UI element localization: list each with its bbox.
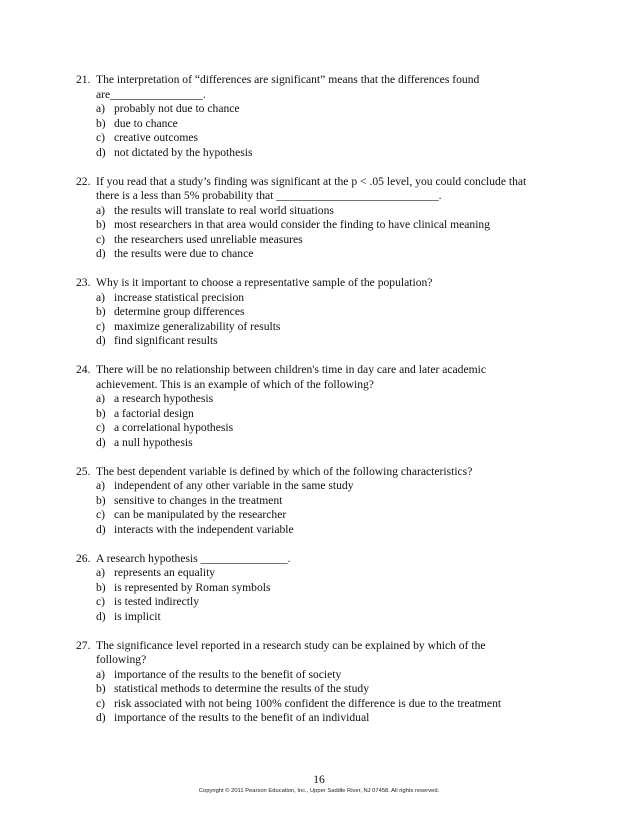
question-stem-continued: achievement. This is an example of which of the following? xyxy=(96,377,374,391)
option-text: increase statistical precision xyxy=(114,290,245,304)
option-letter: c) xyxy=(96,131,106,144)
answer-option xyxy=(96,697,566,712)
answer-options xyxy=(76,291,566,349)
answer-option xyxy=(96,581,566,596)
question-item xyxy=(76,465,566,538)
answer-options xyxy=(76,392,566,450)
question-stem xyxy=(76,465,566,480)
question-stem xyxy=(76,276,566,291)
question-stem-text: A research hypothesis _______________. xyxy=(96,551,291,565)
question-stem-text: The significance level reported in a research study can be explained by which of the xyxy=(96,638,486,652)
question-number: 24. xyxy=(76,363,91,376)
option-text: determine group differences xyxy=(114,305,245,318)
option-text: creative outcomes xyxy=(114,131,199,144)
option-letter: d) xyxy=(96,334,106,347)
answer-option xyxy=(96,508,566,523)
answer-option xyxy=(96,711,566,726)
option-letter: b) xyxy=(96,116,106,130)
answer-option xyxy=(96,523,566,538)
answer-options xyxy=(76,566,566,624)
question-stem xyxy=(76,175,566,190)
option-text: a factorial design xyxy=(114,406,194,420)
question-stem-text: There will be no relationship between children's time in day care and later academic xyxy=(96,363,486,376)
option-text: is represented by Roman symbols xyxy=(114,580,271,594)
option-text: is implicit xyxy=(114,609,161,623)
question-item xyxy=(76,175,566,262)
answer-option xyxy=(96,479,566,494)
answer-option xyxy=(96,595,566,610)
answer-option xyxy=(96,436,566,451)
option-text: represents an equality xyxy=(114,566,216,579)
option-text: maximize generalizability of results xyxy=(114,319,281,333)
option-text: risk associated with not being 100% confident the difference is due to the treatment xyxy=(114,696,502,710)
option-letter: d) xyxy=(96,522,106,536)
question-stem-text: The interpretation of “differences are significant” means that the differences found xyxy=(96,73,480,86)
question-item xyxy=(76,639,566,726)
question-number: 22. xyxy=(76,174,91,188)
answer-option xyxy=(96,247,566,262)
option-text: due to chance xyxy=(114,116,178,130)
question-stem xyxy=(76,639,566,654)
option-text: statistical methods to determine the results of the study xyxy=(114,682,370,695)
option-letter: a) xyxy=(96,479,106,492)
option-letter: b) xyxy=(96,305,106,318)
answer-option xyxy=(96,305,566,320)
option-text: sensitive to changes in the treatment xyxy=(114,493,283,507)
option-letter: c) xyxy=(96,595,106,608)
answer-option xyxy=(96,610,566,625)
answer-option xyxy=(96,421,566,436)
question-stem-text: The best dependent variable is defined by which of the following characteristics? xyxy=(96,464,473,478)
question-item xyxy=(76,276,566,349)
question-number: 25. xyxy=(76,464,91,478)
answer-option xyxy=(96,566,566,581)
option-text: interacts with the independent variable xyxy=(114,522,294,536)
option-text: the results will translate to real world situations xyxy=(114,203,334,217)
answer-option xyxy=(96,392,566,407)
option-letter: c) xyxy=(96,319,106,333)
option-letter: d) xyxy=(96,435,106,449)
option-text: importance of the results to the benefit of an individual xyxy=(114,711,370,724)
question-stem xyxy=(76,363,566,378)
option-text: independent of any other variable in the same study xyxy=(114,479,354,492)
answer-option xyxy=(96,233,566,248)
option-text: the researchers used unreliable measures xyxy=(114,232,303,246)
question-item xyxy=(76,73,566,160)
question-number: 26. xyxy=(76,551,91,565)
question-list xyxy=(76,73,566,740)
option-letter: d) xyxy=(96,145,106,159)
option-text: a null hypothesis xyxy=(114,435,193,449)
answer-options xyxy=(76,204,566,262)
option-letter: a) xyxy=(96,290,106,304)
option-text: not dictated by the hypothesis xyxy=(114,145,253,159)
option-text: a research hypothesis xyxy=(114,392,214,405)
option-letter: d) xyxy=(96,711,106,724)
option-letter: a) xyxy=(96,203,106,217)
option-text: is tested indirectly xyxy=(114,595,200,608)
option-text: can be manipulated by the researcher xyxy=(114,508,287,521)
option-letter: a) xyxy=(96,392,106,405)
option-letter: b) xyxy=(96,493,106,507)
answer-option xyxy=(96,291,566,306)
option-letter: b) xyxy=(96,580,106,594)
option-text: find significant results xyxy=(114,334,218,347)
option-letter: c) xyxy=(96,508,106,521)
option-text: importance of the results to the benefit of society xyxy=(114,667,342,681)
question-item xyxy=(76,363,566,450)
answer-option xyxy=(96,146,566,161)
option-text: probably not due to chance xyxy=(114,102,240,115)
answer-option xyxy=(96,494,566,509)
answer-options xyxy=(76,479,566,537)
answer-options xyxy=(76,668,566,726)
question-stem-continued: following? xyxy=(96,653,147,666)
option-letter: b) xyxy=(96,406,106,420)
question-number: 21. xyxy=(76,73,91,86)
option-letter: b) xyxy=(96,682,106,695)
option-letter: c) xyxy=(96,696,106,710)
answer-option xyxy=(96,320,566,335)
page-number: 16 xyxy=(313,773,325,786)
answer-option xyxy=(96,682,566,697)
answer-option xyxy=(96,204,566,219)
question-stem xyxy=(76,73,566,88)
question-stem xyxy=(76,552,566,567)
option-letter: c) xyxy=(96,232,106,246)
question-stem-text: Why is it important to choose a representative sample of the population? xyxy=(96,276,433,289)
option-letter: a) xyxy=(96,667,106,681)
answer-option xyxy=(96,117,566,132)
answer-option xyxy=(96,131,566,146)
answer-option xyxy=(96,102,566,117)
option-letter: d) xyxy=(96,247,106,260)
option-text: the results were due to chance xyxy=(114,247,254,260)
option-letter: a) xyxy=(96,566,106,579)
option-text: a correlational hypothesis xyxy=(114,421,234,434)
question-number: 23. xyxy=(76,276,91,289)
answer-option xyxy=(96,218,566,233)
answer-option xyxy=(96,668,566,683)
option-text: most researchers in that area would consider the finding to have clinical meaning xyxy=(114,218,491,231)
question-stem-continued: are________________. xyxy=(96,87,206,101)
question-number: 27. xyxy=(76,638,91,652)
option-letter: c) xyxy=(96,421,106,434)
option-letter: b) xyxy=(96,218,106,231)
option-letter: a) xyxy=(96,102,106,115)
option-letter: d) xyxy=(96,609,106,623)
question-stem-text: If you read that a study’s finding was significant at the p < .05 level, you could conclude that xyxy=(96,174,527,188)
copyright-notice: Copyright © 2011 Pearson Education, Inc., Upper Saddle River, NJ 07458. All rights reserved. xyxy=(198,788,440,794)
question-stem-continued: there is a less than 5% probability that ____________________________. xyxy=(96,189,442,202)
answer-options xyxy=(76,102,566,160)
answer-option xyxy=(96,407,566,422)
answer-option xyxy=(96,334,566,349)
question-item xyxy=(76,552,566,625)
